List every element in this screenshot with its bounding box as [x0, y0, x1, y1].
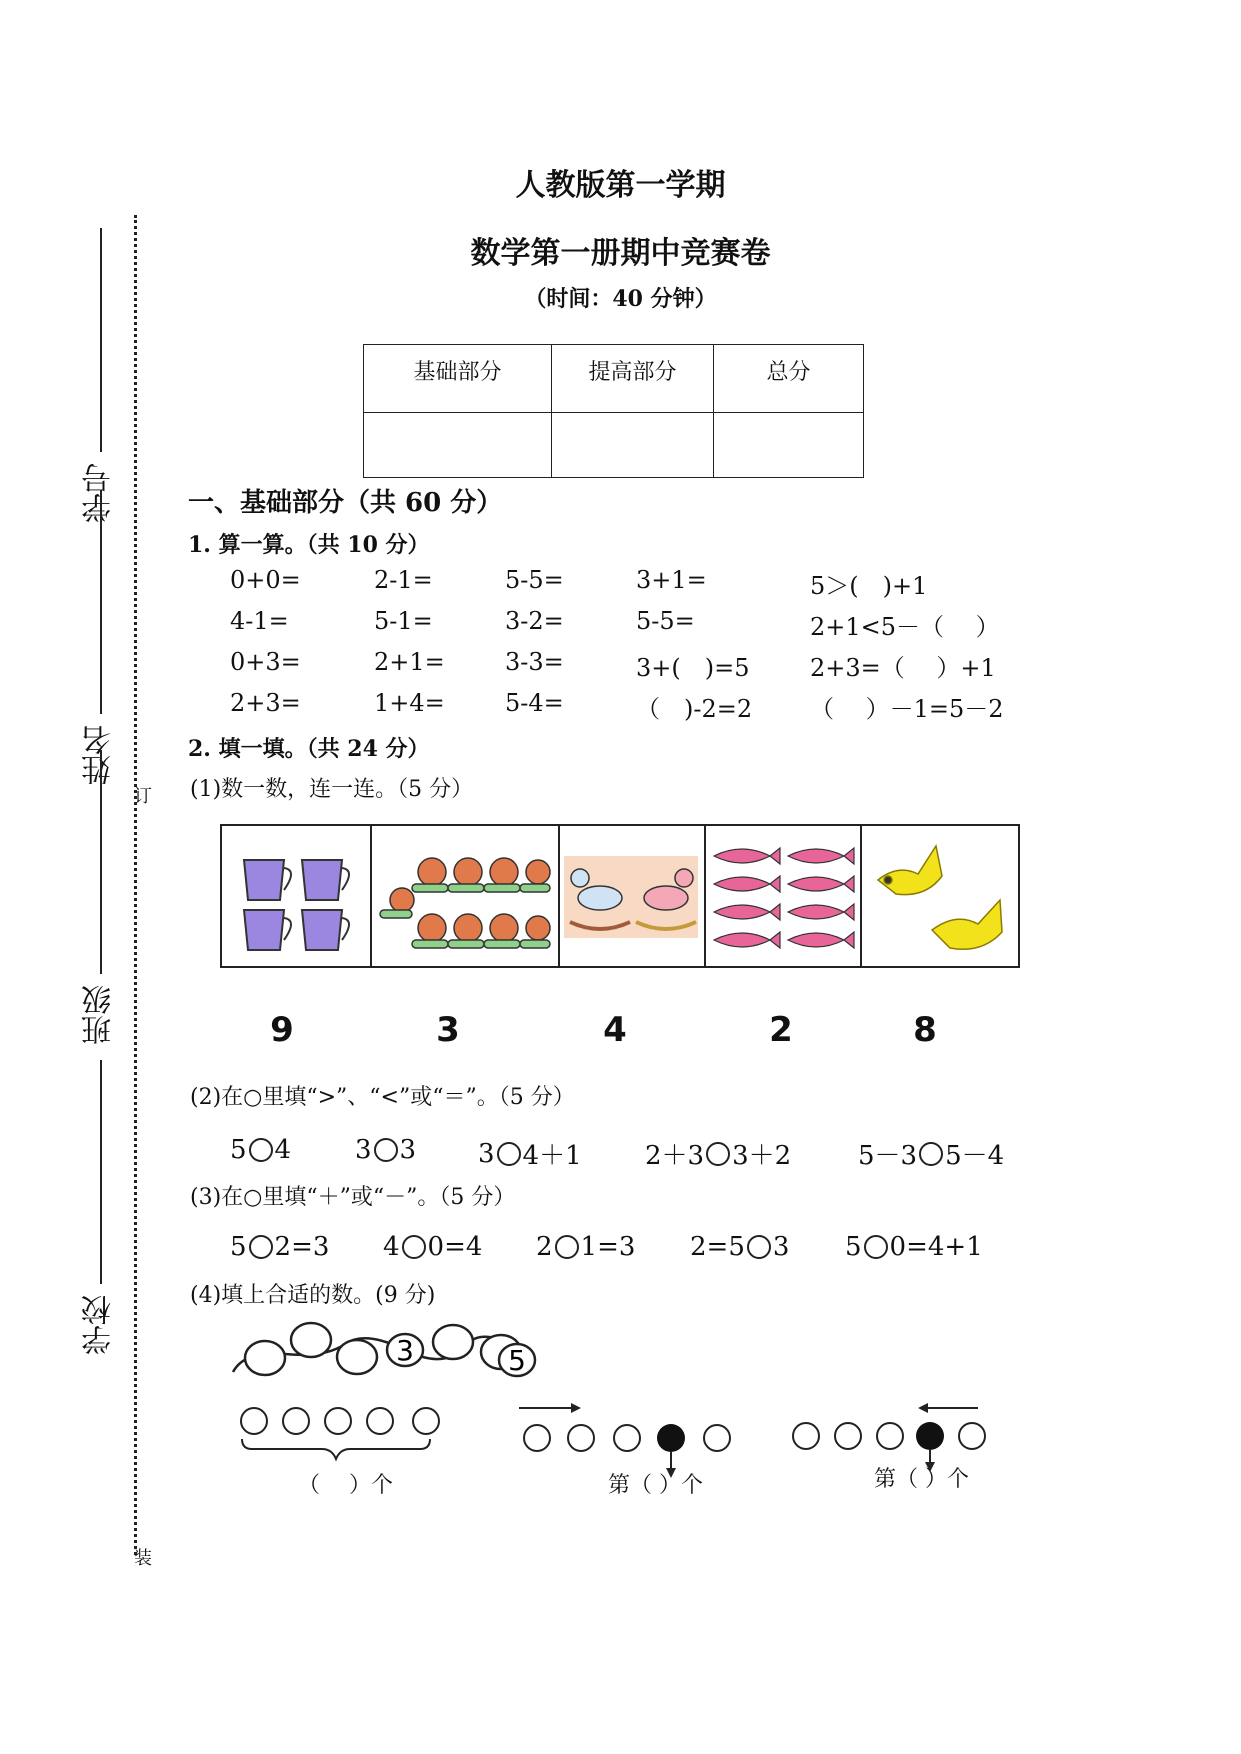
operator-item: [536, 1232, 635, 1262]
compare-item: [478, 1135, 582, 1172]
calc-item: 0+3=: [230, 648, 301, 676]
exam-title: 人教版第一学期: [515, 168, 726, 203]
score-header-advanced: 提高部分: [552, 345, 714, 413]
operator-right: 2=3: [274, 1232, 330, 1262]
calc-item: （ )-2=2: [636, 695, 753, 723]
answer-circle[interactable]: [747, 1235, 771, 1259]
school-label: 学校: [82, 1295, 117, 1355]
operator-item: [230, 1232, 329, 1262]
score-cell-total[interactable]: [714, 413, 864, 478]
number-chain-diagram: [225, 1310, 545, 1390]
chain-number: 5: [508, 1344, 526, 1377]
answer-circle[interactable]: [497, 1142, 521, 1166]
student-number-label: 学号: [82, 463, 117, 523]
calc-item: 2-1=: [374, 566, 433, 594]
count-number[interactable]: 2: [769, 1010, 793, 1050]
compare-left: 3: [478, 1138, 495, 1169]
class-line: [100, 750, 102, 974]
rocking-horses-picture: [560, 826, 706, 966]
calc-item: （ ）－1=5－2: [810, 695, 1004, 723]
calc-item: 2+1<5－（ ）: [810, 613, 1000, 641]
snail-icon: [372, 826, 556, 966]
calc-item: 5-5=: [636, 607, 695, 635]
class-label: 班级: [82, 985, 117, 1045]
count-number[interactable]: 8: [913, 1010, 937, 1050]
calc-item: 5-1=: [374, 607, 433, 635]
exam-time: （时间：40 分钟）: [524, 286, 717, 312]
fish-icon: [706, 826, 858, 966]
name-line: [100, 490, 102, 714]
calc-item: 3-2=: [505, 607, 564, 635]
answer-circle[interactable]: [249, 1235, 273, 1259]
calc-item: 3+( )=5: [636, 654, 750, 682]
score-cell-advanced[interactable]: [552, 413, 714, 478]
compare-left: 3: [355, 1135, 372, 1165]
answer-circle[interactable]: [706, 1142, 730, 1166]
binding-dotted-line: [134, 215, 137, 1555]
operator-right: 0=4: [427, 1232, 483, 1262]
calc-item: 5-4=: [505, 689, 564, 717]
calc-item: 0+0=: [230, 566, 301, 594]
question-2-title: 2. 填一填。（共 24 分）: [188, 736, 430, 762]
question-2-3-title: (3)在○里填“＋”或“－”。（5 分）: [190, 1185, 516, 1210]
answer-circle[interactable]: [864, 1235, 888, 1259]
score-cell-basic[interactable]: [364, 413, 552, 478]
count-number[interactable]: 4: [603, 1010, 627, 1050]
compare-right: 4: [274, 1135, 292, 1165]
operator-left: 5: [845, 1232, 862, 1262]
operator-right: 0=4+1: [889, 1232, 983, 1262]
operator-left: 4: [383, 1232, 400, 1262]
compare-item: [355, 1135, 416, 1165]
bead-count-answer[interactable]: （ ）个: [298, 1473, 393, 1498]
compare-right: 5－4: [945, 1141, 1005, 1171]
calc-item: 1+4=: [374, 689, 445, 717]
calc-item: 3-3=: [505, 648, 564, 676]
snails-picture: [372, 826, 560, 966]
count-number[interactable]: 3: [436, 1010, 460, 1050]
rocking-horse-icon: [560, 826, 702, 966]
operator-item: [845, 1232, 983, 1262]
name-field[interactable]: [70, 490, 130, 790]
cup-icon: [222, 826, 368, 966]
compare-right: 3: [399, 1135, 417, 1165]
operator-item: [383, 1232, 482, 1262]
name-label: 姓名: [82, 725, 117, 785]
exam-subtitle: 数学第一册期中竞赛卷: [470, 236, 771, 271]
answer-circle[interactable]: [402, 1235, 426, 1259]
calc-item: 4-1=: [230, 607, 289, 635]
question-1-title: 1. 算一算。（共 10 分）: [188, 532, 430, 558]
compare-left: 2＋3: [645, 1141, 705, 1171]
binding-mark-ding: 订: [131, 786, 152, 804]
compare-left: 5－3: [858, 1141, 918, 1171]
school-field[interactable]: [70, 1060, 130, 1360]
answer-circle[interactable]: [374, 1138, 398, 1162]
operator-right: 1=3: [580, 1232, 636, 1262]
compare-item: [645, 1135, 791, 1172]
section-1-title: 一、基础部分（共 60 分）: [188, 488, 503, 518]
operator-left: 2=5: [690, 1232, 745, 1262]
compare-item: [858, 1135, 1004, 1172]
ordinal-answer-left[interactable]: 第（ ）个: [608, 1473, 703, 1498]
bead-count-diagram: [230, 1405, 450, 1475]
compare-left: 5: [230, 1135, 247, 1165]
compare-right: 4＋1: [522, 1141, 582, 1171]
fish-picture: [706, 826, 862, 966]
calc-item: 3+1=: [636, 566, 707, 594]
answer-circle[interactable]: [919, 1142, 943, 1166]
answer-circle[interactable]: [555, 1235, 579, 1259]
score-header-basic: 基础部分: [364, 345, 552, 413]
operator-right: 3: [772, 1232, 790, 1262]
operator-left: 5: [230, 1232, 247, 1262]
school-line: [100, 1060, 102, 1284]
question-2-2-title: (2)在○里填“>”、“<”或“＝”。（5 分）: [190, 1085, 575, 1110]
compare-item: [230, 1135, 291, 1165]
calc-item: 2+3=: [230, 689, 301, 717]
count-number[interactable]: 9: [270, 1010, 294, 1050]
student-number-field[interactable]: [70, 228, 130, 528]
birds-picture: [862, 826, 1018, 966]
calc-item: 2+3=（ ）+1: [810, 654, 996, 682]
operator-left: 2: [536, 1232, 553, 1262]
bird-icon: [862, 826, 1014, 966]
question-2-4-title: (4)填上合适的数。(9 分): [190, 1283, 436, 1308]
calc-item: 5＞( )+1: [810, 572, 928, 600]
counting-pictures: [220, 824, 1020, 968]
cups-picture: [222, 826, 372, 966]
binding-mark-zhuang: 装: [131, 1548, 152, 1566]
compare-right: 3＋2: [732, 1141, 792, 1171]
score-header-total: 总分: [714, 345, 864, 413]
ordinal-answer-right[interactable]: 第（ ）个: [874, 1467, 969, 1492]
operator-item: [690, 1232, 789, 1262]
class-field[interactable]: [70, 750, 130, 1050]
calc-item: 5-5=: [505, 566, 564, 594]
score-table: [363, 344, 864, 478]
answer-circle[interactable]: [249, 1138, 273, 1162]
question-2-1-title: (1)数一数，连一连。（5 分）: [190, 777, 474, 802]
chain-number: 3: [396, 1334, 414, 1367]
calc-item: 2+1=: [374, 648, 445, 676]
